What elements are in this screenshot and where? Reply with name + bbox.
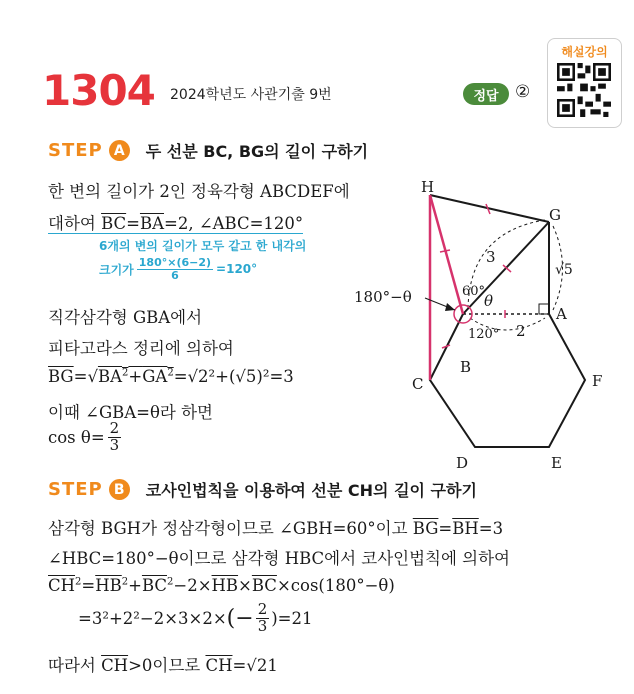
step-b-title: 코사인법칙을 이용하여 선분 CH의 길이 구하기 xyxy=(145,481,477,500)
neg-close: )=21 xyxy=(271,608,313,628)
segment-bg: $\overline{BG}$ xyxy=(48,367,74,386)
cos-prefix: cos θ= xyxy=(48,427,105,447)
segment-hb-sq: $\overline{HB}$ xyxy=(95,576,122,595)
segment-ch-sq: $\overline{CH}$ xyxy=(48,576,76,595)
label-theta: θ xyxy=(484,292,494,310)
segment-bh-b: $\overline{BH}$ xyxy=(452,519,479,538)
step-a-line4: 피타고라스 정리에 의하여 xyxy=(48,339,234,358)
cos-den: 3 xyxy=(109,435,120,454)
label-d: D xyxy=(456,454,469,472)
neg-fraction xyxy=(256,602,270,635)
step-a-line6: 이때 ∠GBA=θ라 하면 xyxy=(48,403,213,422)
gt-text: >0이므로 xyxy=(128,656,206,675)
segment-ba: $\overline{BA}$ xyxy=(139,214,164,233)
qr-code-icon[interactable] xyxy=(557,63,611,117)
answer-badge: 정답 xyxy=(463,83,509,105)
label-b: B xyxy=(460,358,472,376)
label-sixty: 60° xyxy=(462,284,486,299)
note-fraction xyxy=(137,257,213,281)
step-b-eq: = xyxy=(438,519,453,538)
neg-frac-num: 2 xyxy=(257,600,268,618)
arrow-head xyxy=(445,303,455,311)
plus-b: + xyxy=(128,576,142,595)
step-a-line3: 직각삼각형 GBA에서 xyxy=(48,308,203,327)
step-b-line1-prefix: 삼각형 BGH가 정삼각형이므로 ∠GBH=60°이고 xyxy=(48,519,413,538)
right-angle-mark xyxy=(539,304,549,314)
label-e: E xyxy=(551,454,562,472)
label-h: H xyxy=(421,178,435,196)
segment-bc-sq: $\overline{BC}$ xyxy=(141,576,167,595)
cos-theta-line xyxy=(48,421,121,454)
label-f: F xyxy=(592,372,603,390)
step-b-line3: $\overline{CH}^2=\overline{HB}^2+\overline{BC}^2-2\times\overline{HB}\times\overline{BC}\times\cos(180^\circ-\theta)$ xyxy=(48,576,395,595)
step-b-header xyxy=(48,478,477,501)
segment-hg xyxy=(430,195,549,222)
step-b-label: STEP xyxy=(48,479,103,500)
segment-ch-2: $\overline{CH}$ xyxy=(205,656,233,675)
step-a-line5 xyxy=(48,367,294,386)
note2-suffix: =120° xyxy=(216,262,258,277)
note2-prefix: 크기가 xyxy=(99,262,134,277)
label-supp: 180°−θ xyxy=(354,288,412,306)
step-b-letter: B xyxy=(109,479,130,500)
bg-rest: =√2²+(√5)²=3 xyxy=(173,367,294,386)
label-sqrt5: √5 xyxy=(555,262,573,278)
hexagon-angle-note2 xyxy=(99,257,257,281)
step-a-letter: A xyxy=(109,140,130,161)
label-g: G xyxy=(549,206,561,224)
segment-bc-2: $\overline{BC}$ xyxy=(251,576,277,595)
step-a-eq1b: =2, ∠ABC=120° xyxy=(164,214,304,233)
segment-bc: $\overline{BC}$ xyxy=(101,214,127,233)
line5-prefix: 따라서 xyxy=(48,656,102,675)
cos-part: ×cos(180°−θ) xyxy=(276,576,395,595)
hexagon-angle-note1: 6개의 변의 길이가 모두 같고 한 내각의 xyxy=(99,239,307,253)
radicand: $BA^2+GA^2$ xyxy=(97,367,174,386)
step-a-line2-prefix: 대하여 xyxy=(48,214,102,233)
step-b-line2: ∠HBC=180°−θ이므로 삼각형 HBC에서 코사인법칙에 의하여 xyxy=(48,549,510,568)
step-a-header xyxy=(48,139,368,162)
step-a-title: 두 선분 BC, BG의 길이 구하기 xyxy=(145,142,369,161)
label-three: 3 xyxy=(486,248,496,266)
hexagon-outline xyxy=(430,314,585,447)
tick-bh xyxy=(440,250,450,252)
step-a-line1: 한 변의 길이가 2인 정육각형 ABCDEF에 xyxy=(48,182,350,201)
eq-mid: = xyxy=(81,576,96,595)
bg-eq: =√ xyxy=(73,367,98,386)
minus-part: −2× xyxy=(173,576,212,595)
label-one-twenty: 120° xyxy=(468,327,500,342)
neg-frac-den: 3 xyxy=(257,616,268,635)
problem-source: 2024학년도 사관기출 9번 xyxy=(170,87,332,103)
segment-bg-b: $\overline{BG}$ xyxy=(412,519,439,538)
note-frac-num: 180°×(6−2) xyxy=(138,256,212,269)
problem-number: 1304 xyxy=(42,66,155,115)
cos-num: 2 xyxy=(109,419,120,437)
segment-ga-sq: GA xyxy=(142,367,168,386)
times1: × xyxy=(238,576,252,595)
segment-ba-sq: BA xyxy=(97,367,123,386)
cos-fraction xyxy=(108,421,122,454)
qr-label: 해설강의 xyxy=(561,45,608,59)
answer-value: ② xyxy=(515,82,531,102)
line4-prefix: =3²+2²−2×3×2× xyxy=(78,608,227,628)
step-b-line1 xyxy=(48,515,503,539)
neg-open: (− xyxy=(226,605,254,631)
label-two: 2 xyxy=(516,322,526,340)
segment-bh xyxy=(430,195,463,314)
label-c: C xyxy=(412,375,424,393)
step-a-eq1: = xyxy=(126,214,140,233)
segment-hb-2: $\overline{HB}$ xyxy=(211,576,239,595)
step-a-line2-underlined xyxy=(48,214,303,234)
step-b-line5 xyxy=(48,652,278,676)
final-value: =√21 xyxy=(232,656,278,675)
step-b-eq3: =3 xyxy=(478,519,504,538)
hexagon-diagram xyxy=(340,170,630,475)
note-frac-den: 6 xyxy=(171,268,179,282)
step-a-line2 xyxy=(48,210,303,234)
step-a-label: STEP xyxy=(48,140,103,161)
step-b-line4 xyxy=(78,602,313,635)
plus-sign: + xyxy=(128,367,143,386)
label-a: A xyxy=(556,305,567,323)
segment-ch-1: $\overline{CH}$ xyxy=(101,656,129,675)
